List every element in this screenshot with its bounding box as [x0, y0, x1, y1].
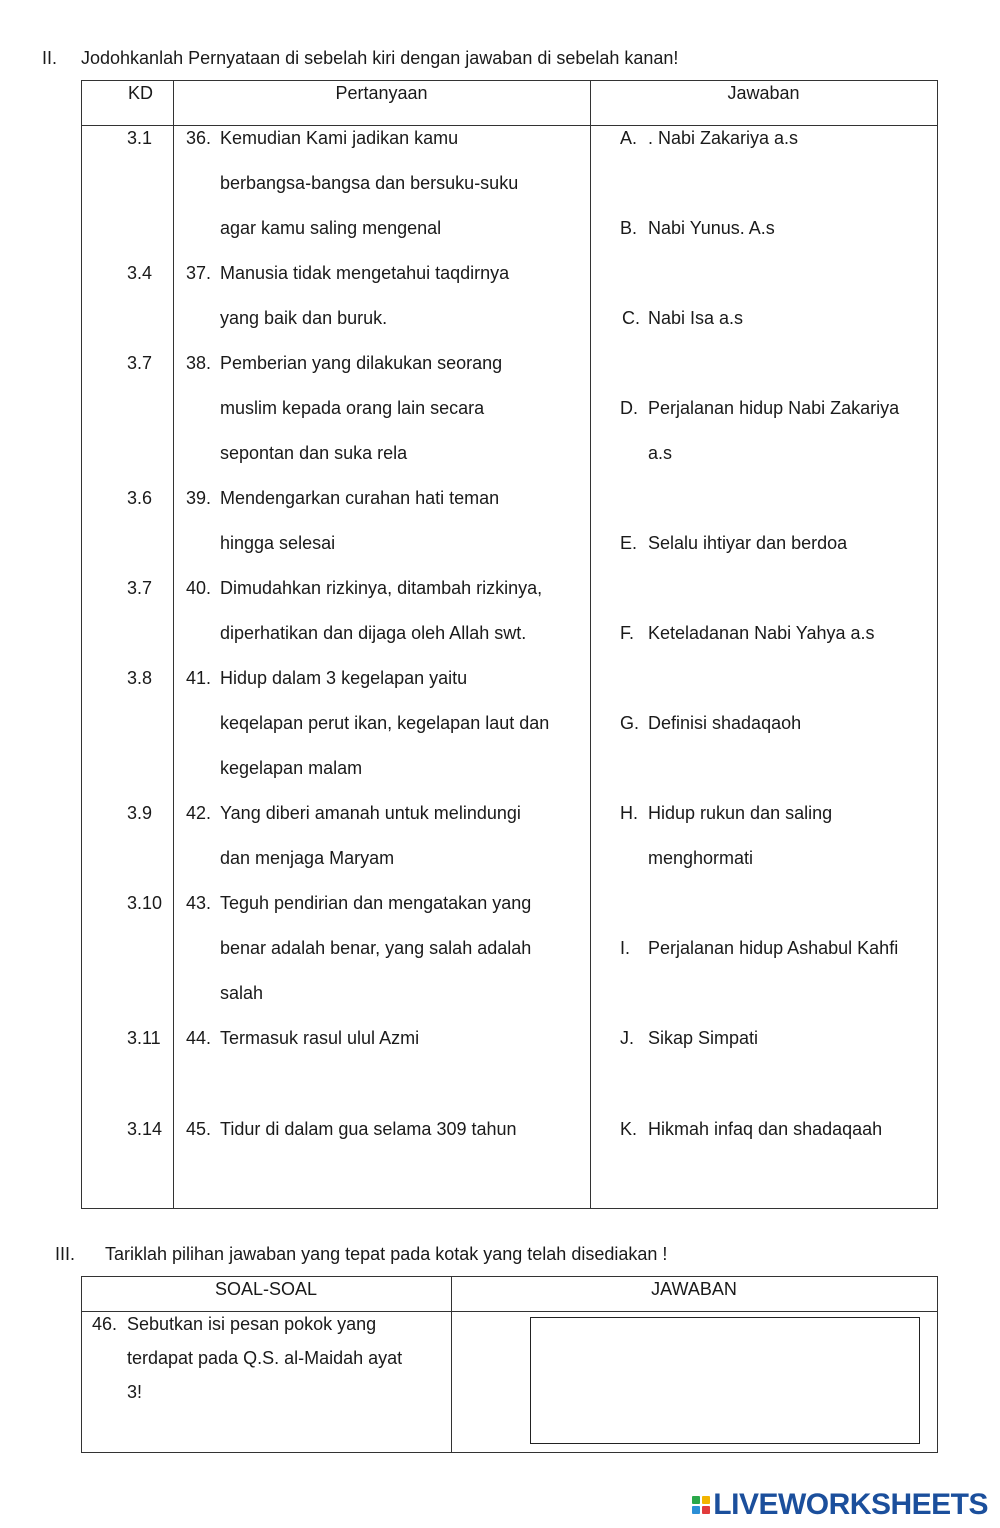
- question-line: Termasuk rasul ulul Azmi: [220, 1028, 420, 1048]
- kd-value: 3.8: [127, 668, 153, 688]
- liveworksheets-logo: [692, 1488, 988, 1522]
- answer-letter: J.: [620, 1028, 635, 1048]
- question-line: terdapat pada Q.S. al-Maidah ayat: [127, 1348, 403, 1368]
- question-line: Yang diberi amanah untuk melindungi: [220, 803, 521, 823]
- question-line: berbangsa-bangsa dan bersuku-suku: [220, 173, 519, 193]
- question-line: Tidur di dalam gua selama 309 tahun: [220, 1119, 517, 1139]
- answer-letter: H.: [620, 803, 638, 823]
- question-number: 45.: [186, 1119, 212, 1139]
- question-number: 39.: [186, 488, 212, 508]
- answer-letter: D.: [620, 398, 638, 418]
- question-line: Hidup dalam 3 kegelapan yaitu: [220, 668, 468, 688]
- answer-letter: C.: [622, 308, 640, 328]
- question-line: 3!: [127, 1382, 143, 1402]
- answer-line: Keteladanan Nabi Yahya a.s: [648, 623, 875, 643]
- question-number: 38.: [186, 353, 212, 373]
- question-line: dan menjaga Maryam: [220, 848, 395, 868]
- kd-value: 3.4: [127, 263, 153, 283]
- answer-letter: E.: [620, 533, 638, 553]
- question-number: 46.: [92, 1314, 118, 1334]
- question-number: 36.: [186, 128, 212, 148]
- section-3-roman: III.: [55, 1244, 76, 1264]
- question-number: 40.: [186, 578, 212, 598]
- kd-value: 3.6: [127, 488, 153, 508]
- question-number: 37.: [186, 263, 212, 283]
- answer-line: Hidup rukun dan saling: [648, 803, 833, 823]
- answer-line: . Nabi Zakariya a.s: [648, 128, 799, 148]
- kd-value: 3.7: [127, 353, 153, 373]
- answer-line: menghormati: [648, 848, 754, 868]
- question-line: Mendengarkan curahan hati teman: [220, 488, 500, 508]
- kd-value: 3.11: [127, 1028, 161, 1048]
- question-number: 42.: [186, 803, 212, 823]
- answer-line: Nabi Isa a.s: [648, 308, 744, 328]
- question-number: 44.: [186, 1028, 212, 1048]
- question-line: Teguh pendirian dan mengatakan yang: [220, 893, 532, 913]
- question-line: benar adalah benar, yang salah adalah: [220, 938, 532, 958]
- answer-letter: F.: [620, 623, 635, 643]
- question-line: muslim kepada orang lain secara: [220, 398, 485, 418]
- answer-letter: A.: [620, 128, 638, 148]
- header-kd: KD: [128, 83, 154, 103]
- question-line: diperhatikan dan dijaga oleh Allah swt.: [220, 623, 527, 643]
- answer-letter: B.: [620, 218, 638, 238]
- answer-line: Definisi shadaqaoh: [648, 713, 802, 733]
- answer-drop-box[interactable]: [530, 1317, 920, 1444]
- answer-line: Perjalanan hidup Ashabul Kahfi: [648, 938, 899, 958]
- question-line: Manusia tidak mengetahui taqdirnya: [220, 263, 510, 283]
- answer-line: Sikap Simpati: [648, 1028, 759, 1048]
- answer-line: Hikmah infaq dan shadaqaah: [648, 1119, 883, 1139]
- question-line: Sebutkan isi pesan pokok yang: [127, 1314, 377, 1334]
- answer-letter: K.: [620, 1119, 638, 1139]
- answer-line: Perjalanan hidup Nabi Zakariya: [648, 398, 900, 418]
- answer-letter: G.: [620, 713, 640, 733]
- question-line: Dimudahkan rizkinya, ditambah rizkinya,: [220, 578, 543, 598]
- header-questions: SOAL-SOAL: [214, 1279, 318, 1299]
- kd-value: 3.14: [127, 1119, 163, 1139]
- answer-line: a.s: [648, 443, 673, 463]
- question-number: 41.: [186, 668, 212, 688]
- answer-line: Nabi Yunus. A.s: [648, 218, 775, 238]
- liveworksheets-logo-icon: [692, 1496, 710, 1514]
- brand-name: LIVEWORKSHEETS: [713, 1488, 988, 1521]
- kd-value: 3.9: [127, 803, 153, 823]
- kd-value: 3.7: [127, 578, 153, 598]
- question-line: Pemberian yang dilakukan seorang: [220, 353, 503, 373]
- header-answer: JAWABAN: [651, 1279, 737, 1299]
- section-3-instruction: Tariklah pilihan jawaban yang tepat pada kotak yang telah disediakan !: [105, 1244, 668, 1264]
- question-line: sepontan dan suka rela: [220, 443, 408, 463]
- section-2-instruction: Jodohkanlah Pernyataan di sebelah kiri dengan jawaban di sebelah kanan!: [81, 48, 679, 68]
- answer-letter: I.: [620, 938, 631, 958]
- header-answer: Jawaban: [727, 83, 800, 103]
- answer-line: Selalu ihtiyar dan berdoa: [648, 533, 848, 553]
- question-line: kegelapan malam: [220, 758, 363, 778]
- question-line: salah: [220, 983, 264, 1003]
- section-2-roman: II.: [42, 48, 58, 68]
- header-question: Pertanyaan: [335, 83, 428, 103]
- kd-value: 3.10: [127, 893, 163, 913]
- question-line: yang baik dan buruk.: [220, 308, 388, 328]
- question-line: Kemudian Kami jadikan kamu: [220, 128, 459, 148]
- question-line: agar kamu saling mengenal: [220, 218, 442, 238]
- question-line: hingga selesai: [220, 533, 336, 553]
- question-line: keqelapan perut ikan, kegelapan laut dan: [220, 713, 550, 733]
- kd-value: 3.1: [127, 128, 153, 148]
- question-number: 43.: [186, 893, 212, 913]
